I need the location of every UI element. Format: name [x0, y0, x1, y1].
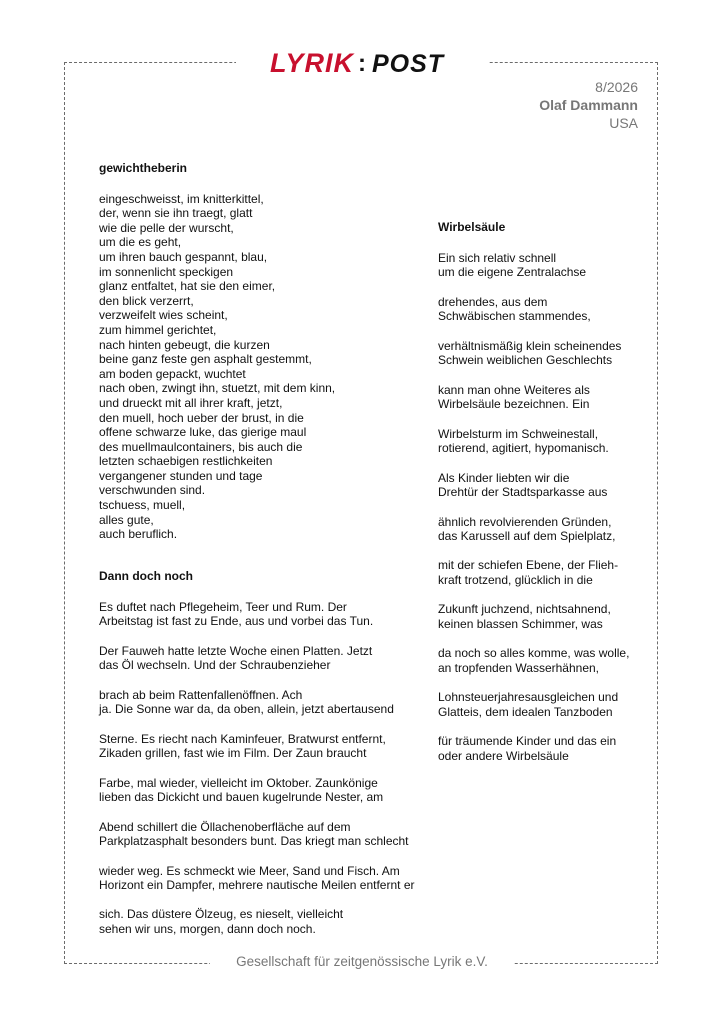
poem-line: brach ab beim Rattenfallenöffnen. Ach	[99, 687, 303, 702]
poem-line: Es duftet nach Pflegeheim, Teer und Rum. Der	[99, 599, 347, 614]
poem-line: eingeschweisst, im knitterkittel,	[99, 191, 264, 206]
poem-title: Dann doch noch	[99, 569, 193, 583]
author-name: Olaf Dammann	[539, 97, 638, 113]
poem-line: und drueckt mit all ihrer kraft, jetzt,	[99, 395, 283, 410]
poem-gewichtheberin	[99, 161, 429, 557]
poem-line: Lohnsteuerjahresausgleichen und	[438, 690, 619, 705]
poem-stanza	[438, 295, 648, 324]
poem-stanza	[438, 558, 648, 587]
poem-stanza	[99, 776, 429, 805]
poem-line: um ihren bauch gespannt, blau,	[99, 249, 268, 264]
poem-line: Drehtür der Stadtsparkasse aus	[438, 485, 608, 500]
poem-stanza	[438, 427, 648, 456]
footer-society: Gesellschaft für zeitgenössische Lyrik e.V.	[236, 954, 488, 969]
poem-stanza	[99, 907, 429, 936]
poem-line: auch beruflich.	[99, 527, 178, 542]
poem-line: Farbe, mal wieder, vielleicht im Oktober. Zaunkönige	[99, 775, 378, 790]
poem-line: oder andere Wirbelsäule	[438, 749, 569, 764]
poem-line: letzten schaebigen restlichkeiten	[99, 454, 273, 469]
poem-line: für träumende Kinder und das ein	[438, 734, 617, 749]
poem-line: rotierend, agitiert, hypomanisch.	[438, 441, 609, 456]
poem-stanza	[99, 732, 429, 761]
poem-stanza	[438, 690, 648, 719]
poem-line: Schwein weiblichen Geschlechts	[438, 353, 613, 368]
lyrik-post-logo	[236, 43, 488, 79]
poem-wirbelsaeule	[438, 220, 648, 778]
poem-line: Arbeitstag ist fast zu Ende, aus und vorbei das Tun.	[99, 614, 374, 629]
poem-stanza	[99, 192, 429, 542]
poem-line: wieder weg. Es schmeckt wie Meer, Sand und Fisch. Am	[99, 863, 400, 878]
poem-line: Horizont ein Dampfer, mehrere nautische Meilen entfernt er	[99, 878, 415, 893]
poem-line: beine ganz feste gen asphalt gestemmt,	[99, 352, 312, 367]
poem-line: den blick verzerrt,	[99, 293, 194, 308]
poem-line: verhältnismäßig klein scheinendes	[438, 338, 622, 353]
poem-line: sich. Das düstere Ölzeug, es nieselt, vielleicht	[99, 907, 344, 922]
poem-line: wie die pelle der wurscht,	[99, 220, 234, 235]
issue-number: 8/2026	[595, 79, 638, 95]
poem-line: nach hinten gebeugt, die kurzen	[99, 337, 270, 352]
poem-line: da noch so alles komme, was wolle,	[438, 646, 630, 661]
poem-stanza	[99, 688, 429, 717]
poem-line: nach oben, zwingt ihn, stuetzt, mit dem kinn,	[99, 381, 336, 396]
poem-line: Als Kinder liebten wir die	[438, 470, 570, 485]
poem-stanza	[438, 471, 648, 500]
poem-dann-doch-noch	[99, 569, 429, 951]
poem-stanza	[438, 646, 648, 675]
poem-line: Abend schillert die Öllachenoberfläche auf dem	[99, 819, 351, 834]
poem-stanza	[438, 251, 648, 280]
poem-line: ja. Die Sonne war da, da oben, allein, jetzt abertausend	[99, 702, 394, 717]
poem-line: den muell, hoch ueber der brust, in die	[99, 410, 304, 425]
poem-line: des muellmaulcontainers, bis auch die	[99, 439, 303, 454]
poem-line: das Öl wechseln. Und der Schraubenzieher	[99, 658, 331, 673]
poem-line: sehen wir uns, morgen, dann doch noch.	[99, 922, 316, 937]
poem-line: Zukunft juchzend, nichtsahnend,	[438, 602, 611, 617]
poem-line: zum himmel gerichtet,	[99, 322, 217, 337]
poem-line: verschwunden sind.	[99, 483, 206, 498]
poem-line: Parkplatzasphalt besonders bunt. Das kriegt man schlecht	[99, 834, 409, 849]
poem-stanza	[438, 734, 648, 763]
issue-meta	[539, 78, 638, 132]
poem-line: Schwäbischen stammendes,	[438, 309, 591, 324]
poem-line: offene schwarze luke, das gierige maul	[99, 425, 307, 440]
poem-line: tschuess, muell,	[99, 498, 186, 513]
poem-stanza	[438, 383, 648, 412]
poem-line: im sonnenlicht speckigen	[99, 264, 234, 279]
logo-left-word: LYRIK	[270, 48, 354, 78]
poem-line: mit der schiefen Ebene, der Flieh-	[438, 558, 619, 573]
poem-line: alles gute,	[99, 512, 154, 527]
logo-right-word: POST	[372, 50, 445, 78]
poem-line: Sterne. Es riecht nach Kaminfeuer, Bratwurst entfernt,	[99, 731, 386, 746]
poem-line: Wirbelsäule bezeichnen. Ein	[438, 397, 590, 412]
author-country: USA	[609, 115, 638, 131]
poem-line: ähnlich revolvierenden Gründen,	[438, 514, 612, 529]
poem-line: Der Fauweh hatte letzte Woche einen Platten. Jetzt	[99, 643, 373, 658]
poem-line: Glatteis, dem idealen Tanzboden	[438, 705, 613, 720]
poem-line: kraft trotzend, glücklich in die	[438, 573, 593, 588]
poem-title: gewichtheberin	[99, 161, 188, 175]
poem-line: drehendes, aus dem	[438, 294, 548, 309]
poem-line: lieben das Dickicht und bauen kugelrunde Nester, am	[99, 790, 384, 805]
poem-line: Wirbelsturm im Schweinestall,	[438, 426, 599, 441]
poem-line: keinen blassen Schimmer, was	[438, 617, 603, 632]
poem-stanza	[438, 339, 648, 368]
poem-line: an tropfenden Wasserhähnen,	[438, 661, 599, 676]
poem-stanza	[99, 600, 429, 629]
poem-line: am boden gepackt, wuchtet	[99, 366, 246, 381]
poem-line: das Karussell auf dem Spielplatz,	[438, 529, 616, 544]
poem-stanza	[99, 864, 429, 893]
poem-line: verzweifelt wies scheint,	[99, 308, 228, 323]
poem-line: der, wenn sie ihn traegt, glatt	[99, 206, 253, 221]
poem-stanza	[99, 644, 429, 673]
poem-line: Ein sich relativ schnell	[438, 250, 557, 265]
poem-line: um die eigene Zentralachse	[438, 265, 587, 280]
poem-line: vergangener stunden und tage	[99, 468, 263, 483]
poem-stanza	[99, 820, 429, 849]
poem-stanza	[438, 515, 648, 544]
poem-line: kann man ohne Weiteres als	[438, 382, 590, 397]
poem-line: Zikaden grillen, fast wie im Film. Der Zaun braucht	[99, 746, 367, 761]
poem-line: um die es geht,	[99, 235, 182, 250]
poem-title: Wirbelsäule	[438, 220, 506, 234]
poem-line: glanz entfaltet, hat sie den eimer,	[99, 279, 276, 294]
logo-separator: :	[358, 50, 366, 77]
poem-stanza	[438, 602, 648, 631]
